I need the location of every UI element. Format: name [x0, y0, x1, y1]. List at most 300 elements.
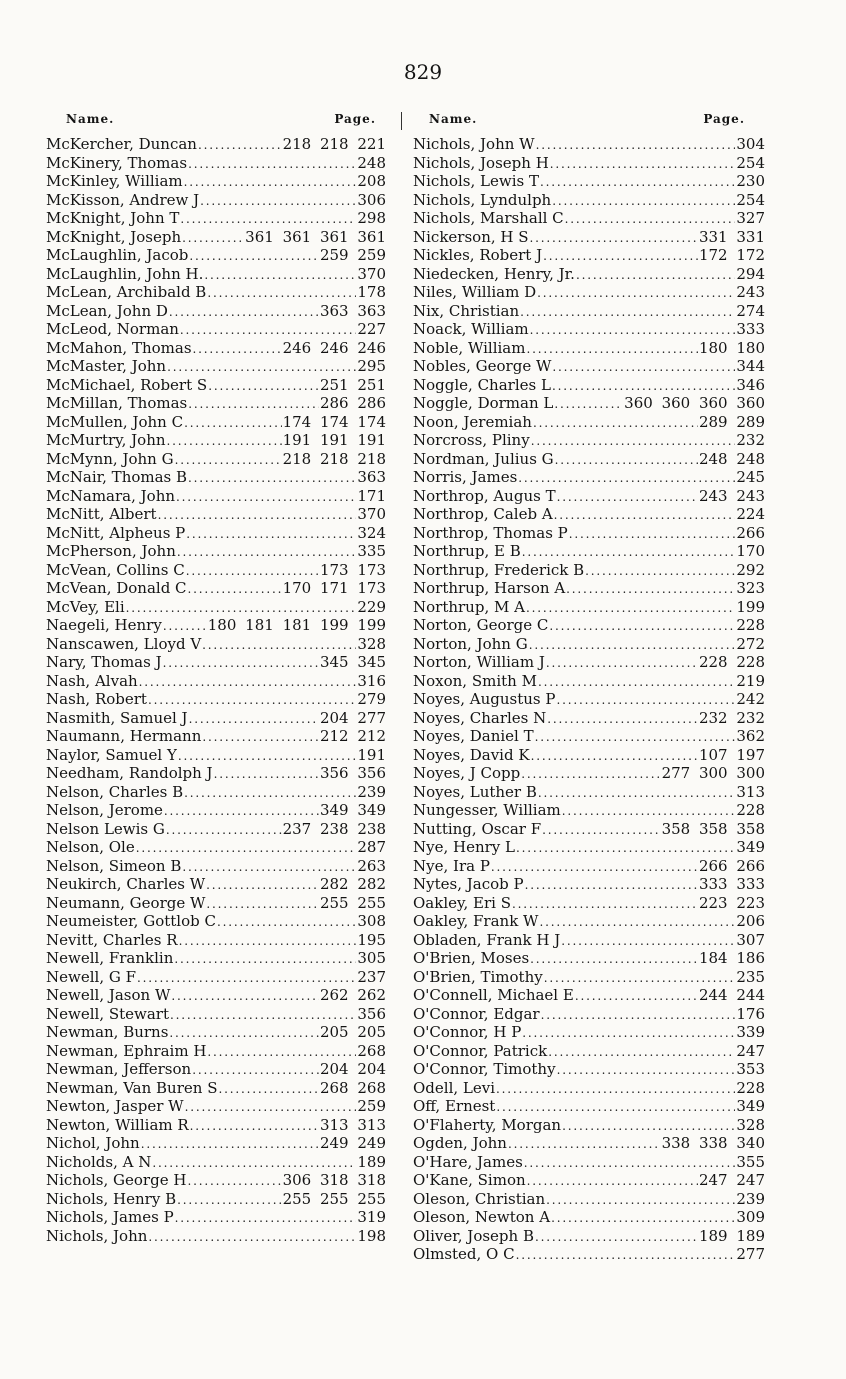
entry-name: Noyes, Daniel T	[413, 727, 534, 745]
column-header	[46, 108, 386, 130]
index-entry	[413, 838, 765, 857]
entry-pages: 335	[357, 542, 386, 560]
index-entry	[413, 1079, 765, 1098]
dot-leader	[218, 1079, 319, 1098]
index-entry	[413, 801, 765, 820]
dot-leader	[496, 1079, 735, 1098]
dot-leader	[569, 524, 736, 543]
entry-name: Nutting, Oscar F	[413, 819, 542, 838]
dot-leader	[188, 394, 319, 413]
index-entry	[46, 1134, 386, 1153]
entry-name: Niles, William D	[413, 283, 537, 301]
entry-name: Norris, James	[413, 468, 518, 486]
index-entry	[46, 1060, 386, 1079]
entry-pages: 304	[736, 135, 765, 153]
dot-leader	[562, 801, 736, 820]
entry-pages: 282 282	[319, 875, 386, 893]
entry-name: Nickles, Robert J	[413, 246, 543, 264]
entry-pages: 277 300 300	[661, 764, 765, 782]
index-entry	[413, 542, 765, 561]
entry-name: McMillan, Thomas	[46, 394, 188, 412]
dot-leader	[556, 690, 735, 709]
entry-name: Olmsted, O C	[413, 1245, 515, 1263]
dot-leader	[206, 894, 319, 913]
entry-name: Naegeli, Henry	[46, 616, 162, 634]
dot-leader	[522, 542, 736, 561]
entry-pages: 239	[736, 1189, 765, 1208]
entry-name: Oliver, Joseph B	[413, 1226, 534, 1245]
entry-name: McLean, John D	[46, 301, 168, 320]
index-entry	[46, 302, 386, 321]
entry-pages: 345 345	[319, 653, 386, 671]
entry-pages: 235	[736, 967, 765, 986]
index-entry	[413, 505, 765, 524]
entry-pages: 298	[357, 209, 386, 227]
index-entry	[46, 1153, 386, 1172]
index-entry	[46, 653, 386, 672]
index-entry	[413, 1023, 765, 1042]
index-entry	[413, 727, 765, 746]
entry-pages: 272	[736, 634, 765, 653]
index-entry	[46, 912, 386, 931]
dot-leader	[516, 838, 735, 857]
entry-name: Noxon, Smith M	[413, 671, 537, 690]
dot-leader	[171, 986, 319, 1005]
entry-name: Norton, William J	[413, 653, 545, 671]
entry-pages: 292	[736, 560, 765, 579]
dot-leader	[548, 1042, 735, 1061]
dot-leader	[562, 1116, 735, 1135]
index-entry	[413, 931, 765, 950]
entry-name: Nichols, Joseph H	[413, 153, 549, 172]
entry-pages: 319	[357, 1208, 386, 1226]
entry-pages: 259	[357, 1097, 386, 1115]
entry-pages: 195	[357, 930, 386, 949]
index-entry	[46, 191, 386, 210]
index-entry	[413, 1116, 765, 1135]
index-entry	[46, 1005, 386, 1024]
dot-leader	[188, 579, 282, 598]
entry-name: Newton, William R	[46, 1115, 189, 1134]
entry-pages: 249 249	[319, 1134, 386, 1152]
entry-name: Northrup, Harson A	[413, 579, 566, 597]
entry-pages: 339	[736, 1023, 765, 1041]
entry-pages: 255 255 255	[282, 1189, 386, 1208]
index-entry	[413, 1171, 765, 1190]
entry-pages: 184 186	[698, 949, 765, 967]
entry-pages: 328	[736, 1115, 765, 1134]
dot-leader	[546, 653, 698, 672]
entry-pages: 172 172	[698, 246, 765, 264]
dot-leader	[533, 413, 698, 432]
entry-name: McMichael, Robert S	[46, 375, 208, 394]
dot-leader	[550, 154, 736, 173]
index-entry	[46, 857, 386, 876]
dot-leader	[137, 968, 356, 987]
dot-leader	[176, 487, 356, 506]
entry-name: Nungesser, William	[413, 801, 561, 819]
dot-leader	[521, 764, 660, 783]
index-entry	[413, 764, 765, 783]
index-entry	[413, 1097, 765, 1116]
entry-name: Nash, Alvah	[46, 671, 138, 690]
index-entry	[46, 616, 386, 635]
entry-pages: 333 333	[698, 875, 765, 893]
entry-name: Nichols, Lewis T	[413, 172, 539, 190]
entry-name: Nelson, Jerome	[46, 801, 163, 819]
entry-name: Nelson Lewis G	[46, 819, 165, 838]
index-entry	[413, 339, 765, 358]
entry-pages: 254	[736, 190, 765, 209]
dot-leader	[208, 376, 319, 395]
entry-name: Noggle, Charles L	[413, 375, 551, 394]
index-entry	[413, 413, 765, 432]
entry-name: McNitt, Albert	[46, 505, 157, 523]
index-entry	[46, 709, 386, 728]
dot-leader	[538, 672, 735, 691]
index-entry	[413, 616, 765, 635]
dot-leader	[163, 616, 207, 635]
entry-pages: 212 212	[319, 727, 386, 745]
entry-name: Nix, Christian	[413, 301, 520, 320]
dot-leader	[536, 135, 736, 154]
entry-name: Nichols, Marshall C	[413, 209, 564, 227]
entry-pages: 331 331	[698, 227, 765, 246]
entry-name: O'Connor, Timothy	[413, 1060, 556, 1078]
entry-pages: 306 318 318	[282, 1171, 386, 1189]
entry-name: McLaughlin, John H.	[46, 264, 204, 283]
index-entry	[46, 394, 386, 413]
entry-pages: 107 197	[698, 745, 765, 764]
index-entry	[46, 727, 386, 746]
entry-list	[413, 135, 765, 1264]
entry-name: O'Connor, H P	[413, 1023, 522, 1041]
entry-pages: 333	[736, 320, 765, 338]
index-entry	[413, 579, 765, 598]
entry-pages: 219	[736, 671, 765, 690]
dot-leader	[575, 986, 698, 1005]
page-header: Page.	[334, 112, 376, 126]
entry-name: Northrup, E B	[413, 542, 521, 560]
entry-name: Nye, Henry L	[413, 838, 516, 856]
entry-name: Oleson, Christian	[413, 1189, 546, 1208]
entry-name: Noyes, Luther B	[413, 782, 537, 801]
entry-pages: 178	[357, 283, 386, 301]
index-entry	[413, 1245, 765, 1264]
index-entry	[46, 265, 386, 284]
index-entry	[46, 228, 386, 247]
entry-name: Nasmith, Samuel J	[46, 708, 188, 727]
entry-pages: 242	[736, 690, 765, 708]
index-entry	[413, 320, 765, 339]
entry-name: Needham, Randolph J	[46, 764, 213, 782]
dot-leader	[166, 820, 282, 839]
entry-pages: 180 180	[698, 338, 765, 357]
entry-list	[46, 135, 386, 1245]
dot-leader	[531, 746, 698, 765]
entry-name: Nelson, Charles B	[46, 782, 184, 801]
entry-pages: 286 286	[319, 394, 386, 412]
entry-name: McMaster, John	[46, 357, 167, 375]
dot-leader	[552, 357, 735, 376]
index-entry	[46, 561, 386, 580]
entry-pages: 295	[357, 357, 386, 375]
index-entry	[413, 949, 765, 968]
dot-leader	[188, 468, 356, 487]
entry-name: Noyes, David K	[413, 745, 530, 764]
index-entry	[413, 172, 765, 191]
entry-pages: 346	[736, 375, 765, 394]
entry-pages: 289 289	[698, 412, 765, 431]
entry-pages: 206	[736, 912, 765, 930]
index-entry	[413, 357, 765, 376]
index-entry	[46, 450, 386, 469]
entry-pages: 338 338 340	[661, 1134, 765, 1152]
entry-name: McKinley, William	[46, 172, 183, 190]
entry-pages: 227	[357, 320, 386, 338]
index-entry	[46, 598, 386, 617]
entry-pages: 313 313	[319, 1115, 386, 1134]
entry-name: Nickerson, H S	[413, 227, 529, 246]
entry-pages: 247 247	[698, 1171, 765, 1189]
index-entry	[413, 265, 765, 284]
dot-leader	[182, 857, 356, 876]
dot-leader	[535, 1227, 698, 1246]
index-entry	[413, 672, 765, 691]
dot-leader	[544, 968, 736, 987]
dot-leader	[179, 931, 357, 950]
dot-leader	[538, 783, 735, 802]
dot-leader	[537, 283, 735, 302]
index-entry	[46, 838, 386, 857]
index-entry	[413, 857, 765, 876]
entry-name: Nichols, Henry B	[46, 1189, 177, 1208]
entry-pages: 308	[357, 912, 386, 930]
entry-name: O'Kane, Simon	[413, 1171, 526, 1189]
dot-leader	[182, 228, 244, 247]
entry-pages: 245	[736, 468, 765, 486]
index-entry	[413, 191, 765, 210]
index-entry	[413, 283, 765, 302]
entry-name: McMurtry, John	[46, 431, 166, 449]
entry-pages: 248	[357, 153, 386, 172]
dot-leader	[202, 635, 356, 654]
dot-leader	[152, 1153, 356, 1172]
entry-name: Newman, Jefferson	[46, 1060, 192, 1078]
index-entry	[413, 746, 765, 765]
dot-leader	[524, 1153, 736, 1172]
index-entry	[46, 1042, 386, 1061]
entry-pages: 228	[736, 1078, 765, 1097]
dot-leader	[512, 894, 698, 913]
dot-leader	[202, 727, 319, 746]
entry-pages: 170 171 173	[282, 579, 386, 597]
name-header: Name.	[66, 112, 115, 126]
dot-leader	[522, 1023, 735, 1042]
dot-leader	[207, 283, 356, 302]
dot-leader	[554, 505, 736, 524]
entry-pages: 243 243	[698, 486, 765, 505]
entry-name: McNair, Thomas B	[46, 468, 188, 486]
dot-leader	[555, 450, 698, 469]
entry-pages: 204 277	[319, 708, 386, 727]
dot-leader	[539, 912, 735, 931]
entry-name: Nichols, James P	[46, 1208, 174, 1226]
entry-name: Noble, William	[413, 338, 526, 357]
entry-name: Newell, Stewart	[46, 1004, 170, 1023]
dot-leader	[126, 598, 357, 617]
index-entry	[413, 1005, 765, 1024]
dot-leader	[527, 1171, 698, 1190]
dot-leader	[516, 1245, 736, 1264]
index-entry	[46, 1079, 386, 1098]
entry-name: Neumann, George W	[46, 893, 206, 912]
dot-leader	[198, 135, 282, 154]
index-entry	[46, 1097, 386, 1116]
dot-leader	[526, 339, 697, 358]
index-entry	[46, 635, 386, 654]
dot-leader	[529, 635, 736, 654]
index-entry	[46, 1116, 386, 1135]
entry-pages: 360 360 360 360	[624, 394, 765, 412]
entry-name: O'Connor, Patrick	[413, 1041, 548, 1060]
dot-leader	[525, 875, 698, 894]
index-entry	[46, 413, 386, 432]
index-entry	[413, 1227, 765, 1246]
index-entry	[46, 1171, 386, 1190]
entry-pages: 266	[736, 523, 765, 542]
index-entry	[413, 912, 765, 931]
entry-pages: 232	[736, 431, 765, 449]
entry-name: McMynn, John G	[46, 449, 174, 468]
entry-pages: 198	[357, 1226, 386, 1245]
dot-leader	[187, 1171, 281, 1190]
dot-leader	[186, 561, 319, 580]
entry-name: Noack, William	[413, 320, 529, 338]
dot-leader	[543, 246, 698, 265]
entry-name: McKercher, Duncan	[46, 135, 197, 153]
entry-pages: 263	[357, 856, 386, 875]
entry-pages: 344	[736, 357, 765, 375]
entry-name: McMahon, Thomas	[46, 338, 192, 357]
entry-name: Northrup, M A	[413, 597, 525, 616]
dot-leader	[185, 1097, 357, 1116]
dot-leader	[170, 1005, 356, 1024]
entry-name: McVey, Eli	[46, 597, 125, 616]
dot-leader	[136, 838, 357, 857]
entry-name: O'Flaherty, Morgan	[413, 1115, 562, 1134]
entry-pages: 243	[736, 283, 765, 301]
dot-leader	[206, 875, 319, 894]
dot-leader	[148, 1227, 356, 1246]
entry-name: O'Brien, Moses	[413, 949, 530, 967]
index-entry	[413, 468, 765, 487]
entry-pages: 358 358 358	[661, 819, 765, 838]
entry-pages: 356 356	[319, 764, 386, 782]
entry-pages: 323	[736, 579, 765, 597]
index-entry	[413, 635, 765, 654]
dot-leader	[531, 431, 736, 450]
entry-pages: 305	[357, 949, 386, 967]
entry-name: Odell, Levi	[413, 1078, 496, 1097]
dot-leader	[193, 339, 282, 358]
entry-name: Naumann, Hermann	[46, 727, 202, 745]
entry-pages: 361 361 361 361	[245, 227, 386, 246]
index-entry	[46, 505, 386, 524]
index-entry	[46, 746, 386, 765]
index-entry	[413, 986, 765, 1005]
index-entry	[413, 653, 765, 672]
index-entry	[413, 209, 765, 228]
entry-pages: 370	[357, 264, 386, 283]
entry-pages: 204 204	[319, 1060, 386, 1078]
entry-pages: 189	[357, 1152, 386, 1171]
dot-leader	[192, 1060, 319, 1079]
dot-leader	[163, 653, 319, 672]
dot-leader	[148, 690, 356, 709]
index-entry	[413, 154, 765, 173]
name-header: Name.	[429, 112, 478, 126]
entry-name: Nichols, John W	[413, 135, 535, 153]
entry-pages: 228	[736, 801, 765, 819]
column-divider	[401, 112, 402, 130]
entry-name: Noyes, Charles N	[413, 708, 547, 727]
index-entry	[46, 820, 386, 839]
entry-name: Neukirch, Charles W	[46, 875, 206, 893]
entry-pages: 362	[736, 727, 765, 745]
entry-pages: 349 349	[319, 801, 386, 819]
entry-name: McVean, Donald C	[46, 579, 187, 597]
entry-name: Northrup, Frederick B	[413, 560, 585, 579]
index-entry	[413, 376, 765, 395]
entry-pages: 170	[736, 542, 765, 560]
index-entry	[413, 894, 765, 913]
entry-name: McKnight, John T	[46, 209, 180, 227]
index-entry	[46, 1208, 386, 1227]
index-entry	[46, 894, 386, 913]
entry-name: McMullen, John C	[46, 412, 184, 431]
entry-name: Norton, George C	[413, 616, 549, 634]
dot-leader	[174, 949, 356, 968]
entry-pages: 239	[357, 782, 386, 801]
dot-leader	[547, 709, 698, 728]
dot-leader	[496, 1097, 735, 1116]
index-entry	[413, 783, 765, 802]
entry-pages: 171	[357, 486, 386, 505]
entry-name: Northrop, Thomas P	[413, 523, 568, 542]
dot-leader	[184, 413, 282, 432]
index-column-right	[413, 108, 765, 1264]
index-entry	[46, 931, 386, 950]
entry-pages: 255 255	[319, 893, 386, 912]
entry-pages: 229	[357, 597, 386, 616]
entry-name: Norton, John G	[413, 634, 528, 653]
index-entry	[46, 468, 386, 487]
index-entry	[46, 154, 386, 173]
dot-leader	[190, 1116, 319, 1135]
index-entry	[46, 320, 386, 339]
entry-pages: 199	[736, 597, 765, 616]
entry-pages: 327	[736, 209, 765, 227]
index-entry	[46, 357, 386, 376]
dot-leader	[535, 727, 736, 746]
dot-leader	[214, 764, 319, 783]
entry-pages: 223 223	[698, 893, 765, 912]
dot-leader	[557, 487, 698, 506]
dot-leader	[561, 931, 735, 950]
index-entry	[46, 172, 386, 191]
entry-name: McKisson, Andrew J	[46, 190, 200, 209]
